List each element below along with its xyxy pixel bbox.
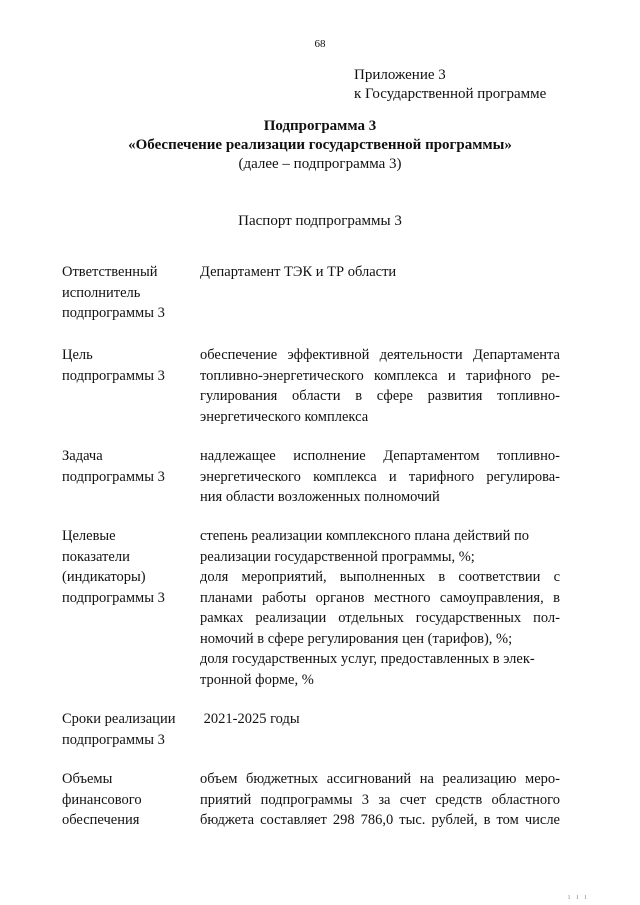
title-line-3: (далее – подпрограмма 3) xyxy=(238,156,402,172)
value-line: энергетического комплекса и тарифного регулирова- xyxy=(200,468,560,485)
row-value xyxy=(200,345,560,427)
label-line: Ответственный xyxy=(62,264,158,280)
label-line: Цель xyxy=(62,347,93,363)
label-line: обеспечения xyxy=(62,812,140,828)
value-line: ния области возложенных полномочий xyxy=(200,489,440,505)
row-label xyxy=(62,446,192,487)
value-line: энергетического комплекса xyxy=(200,408,369,425)
row-value xyxy=(200,526,560,690)
label-line: подпрограммы 3 xyxy=(62,731,165,748)
row-value xyxy=(200,709,560,730)
row-label xyxy=(62,345,192,386)
value-line: объем бюджетных ассигнований на реализацию меро- xyxy=(200,771,560,787)
label-line: Целевые xyxy=(62,528,116,544)
label-line: финансового xyxy=(62,791,142,808)
value-line: гулирования области в сфере развития топливно- xyxy=(200,388,560,404)
row-label xyxy=(62,262,192,324)
scan-mark: ı ı ı xyxy=(568,892,589,901)
value-line: доля государственных услуг, предоставленных в элек- xyxy=(200,651,535,667)
row-label xyxy=(62,709,192,750)
label-line: подпрограммы 3 xyxy=(62,367,165,384)
value-line: номочий в сфере регулирования цен (тарифов), %; xyxy=(200,630,513,647)
appendix-line-2: к Государственной программе xyxy=(354,86,547,102)
subprogram-title xyxy=(0,117,640,174)
value-line: доля мероприятий, выполненных в соответствии с xyxy=(200,569,560,585)
appendix-line-1: Приложение 3 xyxy=(354,67,446,83)
label-line: показатели xyxy=(62,548,130,565)
passport-title: Паспорт подпрограммы 3 xyxy=(238,213,402,229)
row-label xyxy=(62,526,192,608)
value-line: приятий подпрограммы 3 за счет средств областного xyxy=(200,791,560,808)
label-line: Сроки реализации xyxy=(62,711,176,727)
value-line: топливно-энергетического комплекса и тарифного ре- xyxy=(200,367,560,384)
label-line: подпрограммы 3 xyxy=(62,468,165,485)
label-line: (индикаторы) xyxy=(62,569,146,585)
row-label xyxy=(62,769,192,831)
label-line: исполнитель xyxy=(62,284,141,301)
row-value xyxy=(200,262,560,283)
value-line: 2021-2025 годы xyxy=(200,711,300,727)
value-line: обеспечение эффективной деятельности Департамента xyxy=(200,347,560,363)
value-line: планами работы органов местного самоуправления, в xyxy=(200,589,560,606)
appendix-header xyxy=(354,66,546,104)
title-line-1: Подпрограмма 3 xyxy=(263,118,377,134)
value-line: Департамент ТЭК и ТР области xyxy=(200,264,397,280)
row-value xyxy=(200,769,560,831)
value-line: рамках реализации отдельных государственных пол- xyxy=(200,610,560,626)
row-value xyxy=(200,446,560,508)
label-line: подпрограммы 3 xyxy=(62,589,165,606)
value-line: бюджета составляет 298 786,0 тыс. рублей, в том числе xyxy=(200,812,560,828)
value-line: степень реализации комплексного плана действий по xyxy=(200,528,529,544)
label-line: подпрограммы 3 xyxy=(62,305,165,321)
label-line: Объемы xyxy=(62,771,113,787)
value-line: тронной форме, % xyxy=(200,671,314,688)
value-line: реализации государственной программы, %; xyxy=(200,548,475,565)
page-number: 68 xyxy=(314,38,326,50)
label-line: Задача xyxy=(62,448,103,464)
title-line-2: «Обеспечение реализации государственной программы» xyxy=(128,137,512,153)
value-line: надлежащее исполнение Департаментом топливно- xyxy=(200,448,560,464)
